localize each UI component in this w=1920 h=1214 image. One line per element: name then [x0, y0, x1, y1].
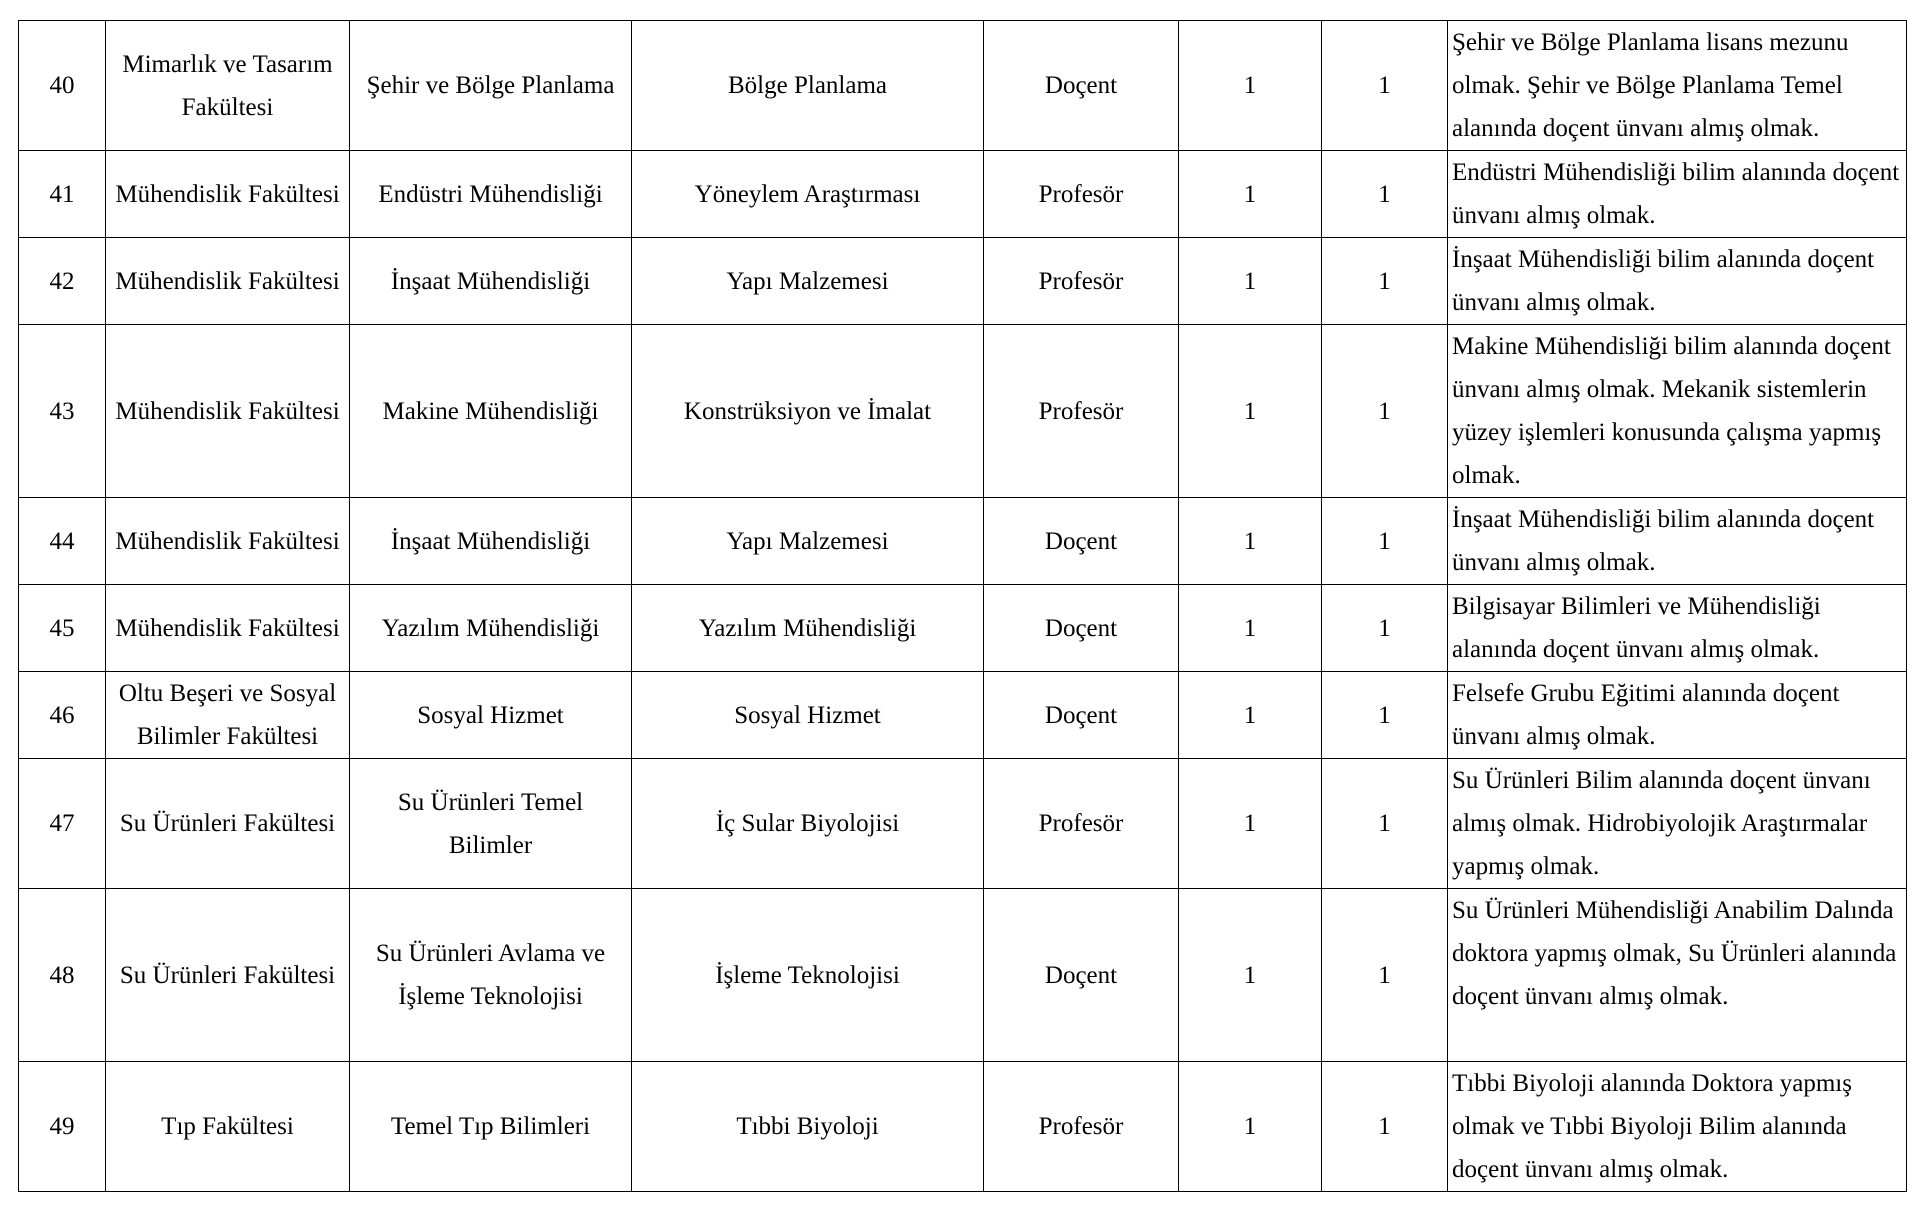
cell-requirement: Tıbbi Biyoloji alanında Doktora yapmış olmak ve Tıbbi Biyoloji Bilim alanında doçent ünvanı almış olmak. — [1448, 1062, 1907, 1192]
cell-no: 48 — [19, 889, 106, 1062]
cell-degree: 1 — [1179, 325, 1322, 498]
cell-degree: 1 — [1179, 889, 1322, 1062]
cell-title: Doçent — [984, 498, 1179, 585]
cell-degree: 1 — [1179, 585, 1322, 672]
cell-degree: 1 — [1179, 151, 1322, 238]
cell-count: 1 — [1322, 672, 1448, 759]
cell-requirement: Makine Mühendisliği bilim alanında doçent ünvanı almış olmak. Mekanik sistemlerin yüzey işlemleri konusunda çalışma yapmış olmak. — [1448, 325, 1907, 498]
cell-degree: 1 — [1179, 1062, 1322, 1192]
cell-title: Profesör — [984, 325, 1179, 498]
table-row — [19, 21, 1907, 151]
cell-field: Yazılım Mühendisliği — [632, 585, 984, 672]
cell-degree: 1 — [1179, 238, 1322, 325]
cell-department: Şehir ve Bölge Planlama — [350, 21, 632, 151]
cell-field: Yöneylem Araştırması — [632, 151, 984, 238]
cell-no: 42 — [19, 238, 106, 325]
cell-department: Yazılım Mühendisliği — [350, 585, 632, 672]
cell-field: Bölge Planlama — [632, 21, 984, 151]
table-row — [19, 672, 1907, 759]
cell-requirement: Bilgisayar Bilimleri ve Mühendisliği alanında doçent ünvanı almış olmak. — [1448, 585, 1907, 672]
cell-count: 1 — [1322, 325, 1448, 498]
cell-title: Profesör — [984, 238, 1179, 325]
cell-faculty: Mühendislik Fakültesi — [106, 585, 350, 672]
cell-count: 1 — [1322, 1062, 1448, 1192]
cell-field: İç Sular Biyolojisi — [632, 759, 984, 889]
cell-faculty: Oltu Beşeri ve Sosyal Bilimler Fakültesi — [106, 672, 350, 759]
cell-department: İnşaat Mühendisliği — [350, 238, 632, 325]
cell-no: 41 — [19, 151, 106, 238]
cell-title: Doçent — [984, 585, 1179, 672]
cell-no: 44 — [19, 498, 106, 585]
cell-no: 45 — [19, 585, 106, 672]
cell-requirement: Su Ürünleri Mühendisliği Anabilim Dalında doktora yapmış olmak, Su Ürünleri alanında doçent ünvanı almış olmak. — [1448, 889, 1907, 1062]
cell-count: 1 — [1322, 498, 1448, 585]
cell-count: 1 — [1322, 21, 1448, 151]
cell-no: 43 — [19, 325, 106, 498]
table-row — [19, 889, 1907, 1062]
table-row — [19, 238, 1907, 325]
cell-field: Sosyal Hizmet — [632, 672, 984, 759]
cell-title: Doçent — [984, 672, 1179, 759]
cell-faculty: Mimarlık ve Tasarım Fakültesi — [106, 21, 350, 151]
cell-no: 46 — [19, 672, 106, 759]
cell-requirement: Endüstri Mühendisliği bilim alanında doçent ünvanı almış olmak. — [1448, 151, 1907, 238]
cell-count: 1 — [1322, 585, 1448, 672]
cell-count: 1 — [1322, 759, 1448, 889]
cell-title: Profesör — [984, 759, 1179, 889]
cell-department: Temel Tıp Bilimleri — [350, 1062, 632, 1192]
cell-field: İşleme Teknolojisi — [632, 889, 984, 1062]
cell-degree: 1 — [1179, 21, 1322, 151]
cell-requirement: Şehir ve Bölge Planlama lisans mezunu olmak. Şehir ve Bölge Planlama Temel alanında doçent ünvanı almış olmak. — [1448, 21, 1907, 151]
cell-field: Yapı Malzemesi — [632, 238, 984, 325]
table-row — [19, 1062, 1907, 1192]
cell-no: 40 — [19, 21, 106, 151]
cell-title: Doçent — [984, 21, 1179, 151]
table-row — [19, 151, 1907, 238]
cell-title: Profesör — [984, 1062, 1179, 1192]
cell-count: 1 — [1322, 151, 1448, 238]
cell-field: Yapı Malzemesi — [632, 498, 984, 585]
cell-no: 49 — [19, 1062, 106, 1192]
cell-degree: 1 — [1179, 672, 1322, 759]
cell-degree: 1 — [1179, 498, 1322, 585]
cell-requirement: Su Ürünleri Bilim alanında doçent ünvanı almış olmak. Hidrobiyolojik Araştırmalar yapmış olmak. — [1448, 759, 1907, 889]
table-row — [19, 325, 1907, 498]
cell-faculty: Su Ürünleri Fakültesi — [106, 889, 350, 1062]
cell-title: Profesör — [984, 151, 1179, 238]
table-row — [19, 759, 1907, 889]
cell-field: Konstrüksiyon ve İmalat — [632, 325, 984, 498]
cell-faculty: Mühendislik Fakültesi — [106, 325, 350, 498]
cell-faculty: Mühendislik Fakültesi — [106, 238, 350, 325]
cell-requirement: İnşaat Mühendisliği bilim alanında doçent ünvanı almış olmak. — [1448, 498, 1907, 585]
cell-faculty: Mühendislik Fakültesi — [106, 151, 350, 238]
table-row — [19, 498, 1907, 585]
cell-department: Su Ürünleri Temel Bilimler — [350, 759, 632, 889]
cell-requirement: Felsefe Grubu Eğitimi alanında doçent ünvanı almış olmak. — [1448, 672, 1907, 759]
cell-count: 1 — [1322, 889, 1448, 1062]
cell-department: İnşaat Mühendisliği — [350, 498, 632, 585]
cell-department: Sosyal Hizmet — [350, 672, 632, 759]
table-row — [19, 585, 1907, 672]
cell-no: 47 — [19, 759, 106, 889]
cell-faculty: Mühendislik Fakültesi — [106, 498, 350, 585]
cell-count: 1 — [1322, 238, 1448, 325]
cell-field: Tıbbi Biyoloji — [632, 1062, 984, 1192]
cell-department: Su Ürünleri Avlama ve İşleme Teknolojisi — [350, 889, 632, 1062]
cell-department: Makine Mühendisliği — [350, 325, 632, 498]
cell-title: Doçent — [984, 889, 1179, 1062]
cell-requirement: İnşaat Mühendisliği bilim alanında doçent ünvanı almış olmak. — [1448, 238, 1907, 325]
cell-degree: 1 — [1179, 759, 1322, 889]
cell-faculty: Su Ürünleri Fakültesi — [106, 759, 350, 889]
cell-department: Endüstri Mühendisliği — [350, 151, 632, 238]
positions-table — [18, 20, 1907, 1192]
cell-faculty: Tıp Fakültesi — [106, 1062, 350, 1192]
